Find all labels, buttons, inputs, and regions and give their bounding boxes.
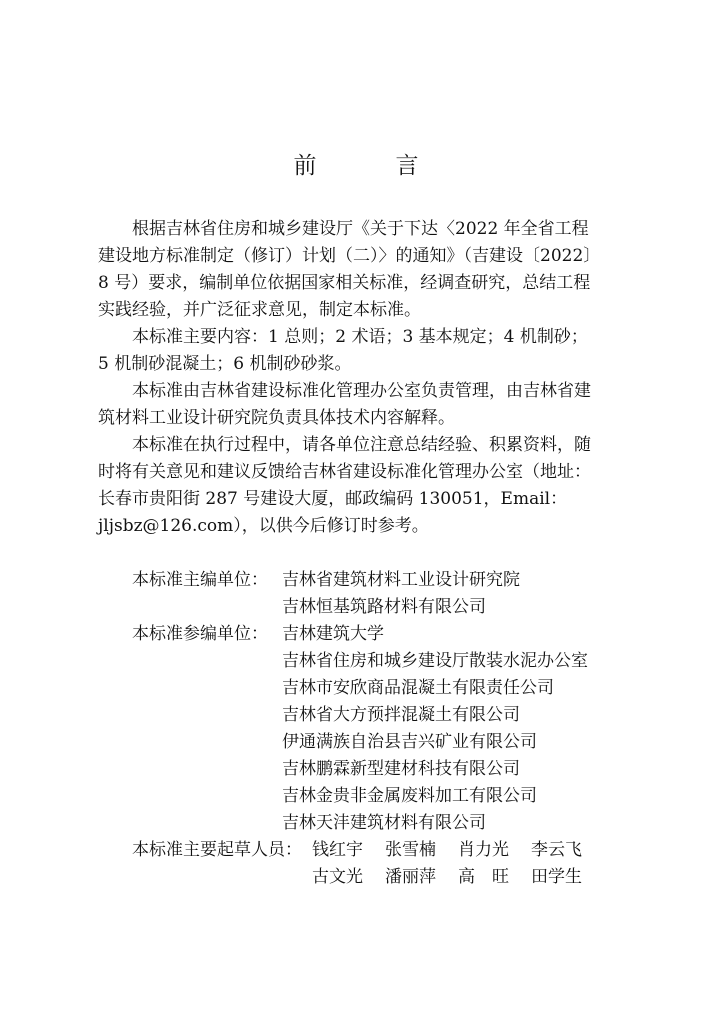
participating-unit-4: 吉林省大方预拌混凝土有限公司	[282, 705, 520, 725]
paragraph-3-line-2: 筑材料工业设计研究院负责具体技术内容解释。	[98, 408, 455, 428]
paragraph-2-line-2: 5 机制砂混凝土；6 机制砂砂浆。	[98, 354, 352, 374]
drafter-name: 田学生	[531, 867, 582, 887]
chief-unit-2: 吉林恒基筑路材料有限公司	[282, 597, 486, 617]
participating-unit-2: 吉林省住房和城乡建设厅散装水泥办公室	[282, 651, 588, 671]
drafter-name: 高 旺	[458, 867, 509, 887]
drafter-name: 张雪楠	[385, 840, 436, 860]
paragraph-1-line-1: 根据吉林省住房和城乡建设厅《关于下达〈2022 年全省工程	[132, 219, 589, 239]
paragraph-4-line-1: 本标准在执行过程中，请各单位注意总结经验、积累资料，随	[132, 435, 591, 455]
participating-unit-5: 伊通满族自治县吉兴矿业有限公司	[282, 732, 537, 752]
drafter-name: 潘丽萍	[385, 867, 436, 887]
paragraph-3-line-1: 本标准由吉林省建设标准化管理办公室负责管理，由吉林省建	[132, 381, 591, 401]
paragraph-4-line-2: 时将有关意见和建议反馈给吉林省建设标准化管理办公室（地址：	[98, 462, 591, 482]
participating-unit-6: 吉林鹏霖新型建材科技有限公司	[282, 759, 520, 779]
participating-unit-3: 吉林市安欣商品混凝土有限责任公司	[282, 678, 554, 698]
drafter-name: 钱红宇	[312, 840, 363, 860]
drafters-row-2	[312, 864, 604, 890]
participating-unit-7: 吉林金贵非金属废料加工有限公司	[282, 786, 537, 806]
paragraph-4-line-4: jljsbz@126.com），以供今后修订时参考。	[98, 516, 429, 536]
paragraph-2-line-1: 本标准主要内容：1 总则；2 术语；3 基本规定；4 机制砂；	[132, 327, 588, 347]
drafters-row-1	[312, 837, 604, 863]
paragraph-1-line-3: 8 号）要求，编制单位依据国家相关标准，经调查研究，总结工程	[98, 273, 591, 293]
chief-units-label: 本标准主编单位：	[132, 570, 268, 590]
page-title: 前 言	[293, 153, 447, 179]
chief-unit-1: 吉林省建筑材料工业设计研究院	[282, 570, 520, 590]
participating-units-label: 本标准参编单位：	[132, 624, 268, 644]
drafter-name: 肖力光	[458, 840, 509, 860]
paragraph-1-line-2: 建设地方标准制定（修订）计划（二）〉的通知》（吉建设〔2022〕	[98, 246, 601, 266]
drafter-name: 李云飞	[531, 840, 582, 860]
drafter-name: 古文光	[312, 867, 363, 887]
drafters-label: 本标准主要起草人员：	[132, 840, 302, 860]
paragraph-1-line-4: 实践经验，并广泛征求意见，制定本标准。	[98, 300, 421, 320]
paragraph-4-line-3: 长春市贵阳街 287 号建设大厦，邮政编码 130051，Email：	[98, 489, 568, 509]
participating-unit-8: 吉林天沣建筑材料有限公司	[282, 813, 486, 833]
participating-unit-1: 吉林建筑大学	[282, 624, 384, 644]
